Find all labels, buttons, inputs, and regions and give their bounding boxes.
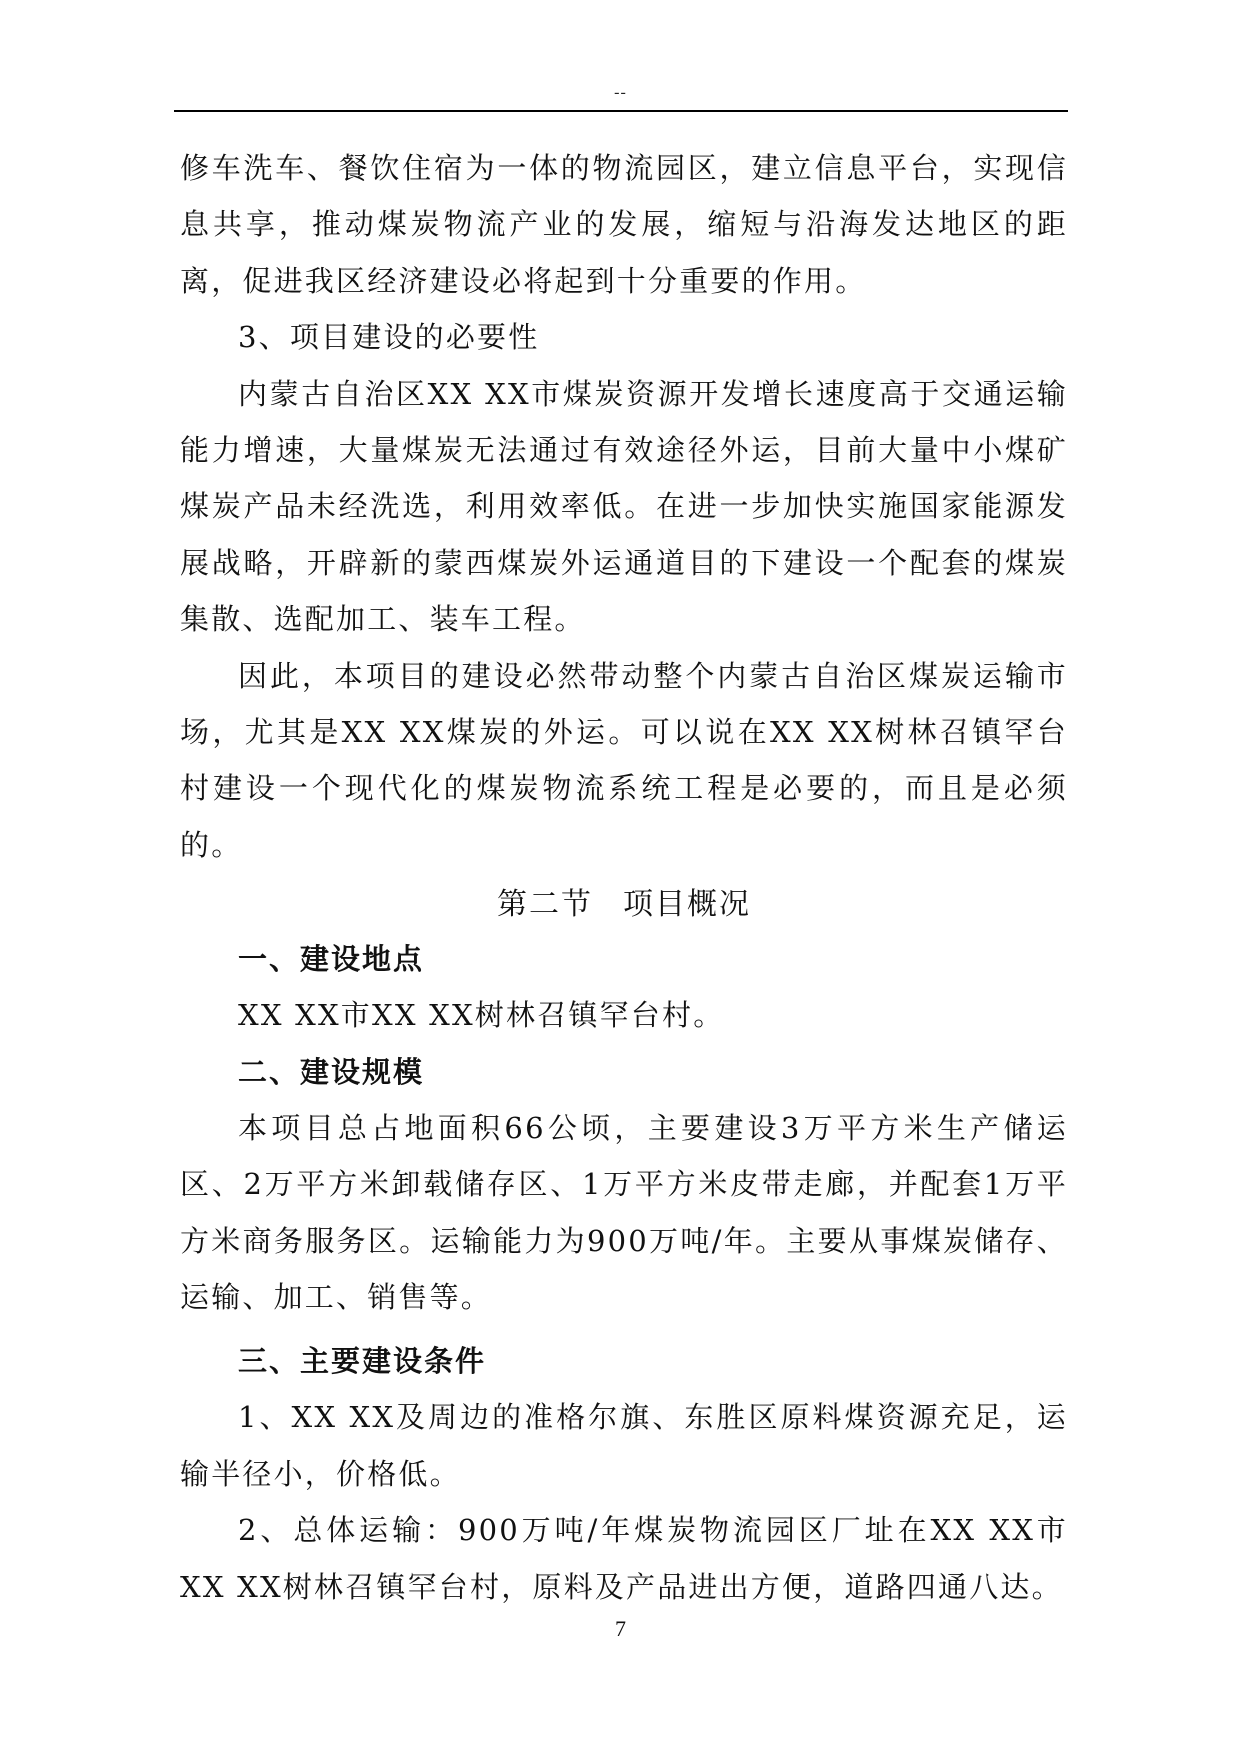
heading-conditions: 三、主要建设条件 <box>238 1344 487 1379</box>
paragraph-scale: 本项目总占地面积66公顷，主要建设3万平方米生产储运区、2万平方米卸载储存区、1万平方米皮带走廊，并配套1万平方米商务服务区。运输能力为900万吨/年。主要从事煤炭储存、运输、加工、销售等。 <box>180 1110 1068 1314</box>
paragraph-condition-1: 1、XX XX及周边的准格尔旗、东胜区原料煤资源充足，运输半径小，价格低。 <box>180 1400 1068 1491</box>
paragraph-necessity: 内蒙古自治区XX XX市煤炭资源开发增长速度高于交通运输能力增速，大量煤炭无法通过有效途径外运，目前大量中小煤矿煤炭产品未经洗选，利用效率低。在进一步加快实施国家能源发展战略，开辟新的蒙西煤炭外运通道目的下建设一个配套的煤炭集散、选配加工、装车工程。 <box>180 376 1068 637</box>
page-number: 7 <box>615 1616 626 1641</box>
item-heading-necessity: 3、项目建设的必要性 <box>238 320 540 355</box>
heading-scale: 二、建设规模 <box>238 1054 425 1089</box>
section-title <box>180 879 1068 931</box>
heading-location: 一、建设地点 <box>238 942 425 977</box>
paragraph-location: XX XX市XX XX树林召镇罕台村。 <box>238 998 725 1033</box>
section-title-text: 项目概况 <box>623 887 751 923</box>
document-body <box>180 140 1068 1615</box>
paragraph-continuation: 修车洗车、餐饮住宿为一体的物流园区，建立信息平台，实现信息共享，推动煤炭物流产业的发展，缩短与沿海发达地区的距离，促进我区经济建设必将起到十分重要的作用。 <box>180 151 1068 298</box>
section-title-number: 第二节 <box>497 887 593 923</box>
paragraph-condition-2: 2、总体运输：900万吨/年煤炭物流园区厂址在XX XX市XX XX树林召镇罕台村，原料及产品进出方便，道路四通八达。 <box>180 1513 1068 1604</box>
paragraph-therefore: 因此，本项目的建设必然带动整个内蒙古自治区煤炭运输市场，尤其是XX XX煤炭的外运。可以说在XX XX树林召镇罕台村建设一个现代化的煤炭物流系统工程是必要的，而且是必须的。 <box>180 658 1068 862</box>
header-mark: -- <box>614 84 627 101</box>
header-rule <box>174 110 1068 112</box>
